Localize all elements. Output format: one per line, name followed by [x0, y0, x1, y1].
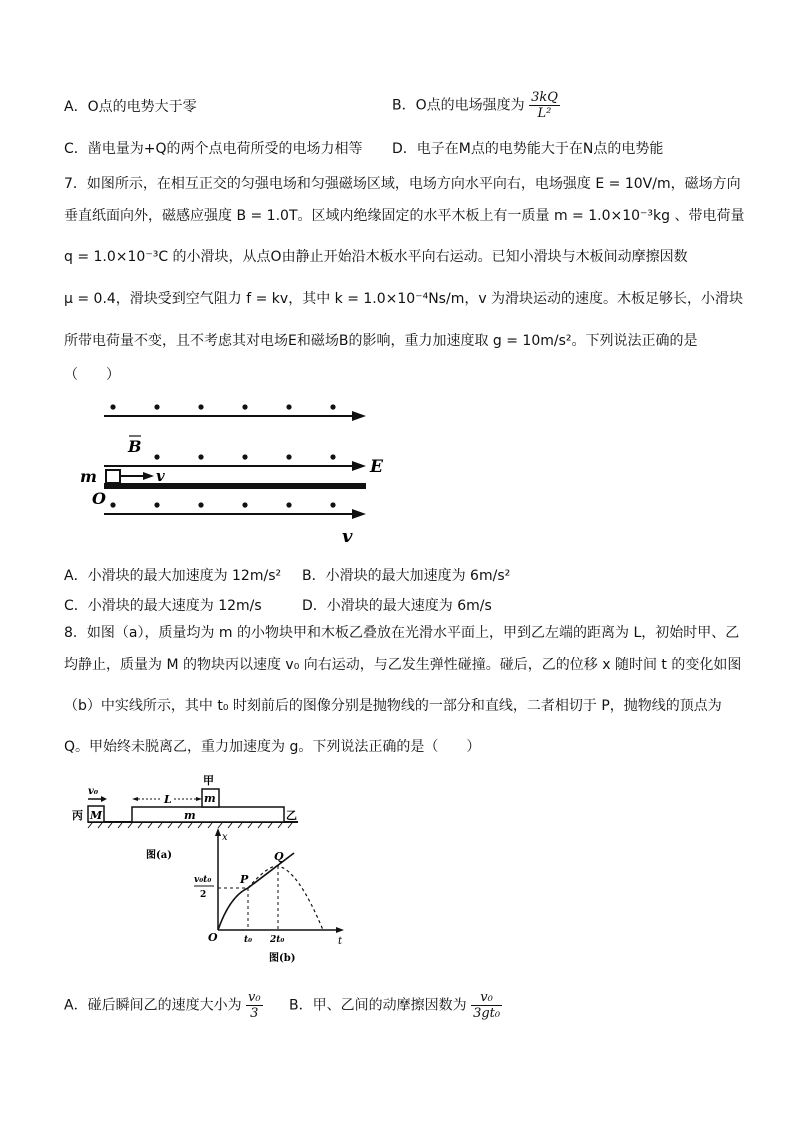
point-label-q: Q [274, 850, 284, 863]
axis-label-t: t [338, 936, 343, 947]
label-L: L [164, 793, 172, 806]
label-yi: 乙 [286, 809, 297, 822]
caption-b: 图(b) [269, 953, 296, 964]
fraction-denominator: 3 [250, 1006, 259, 1021]
q8-figures [68, 770, 368, 975]
fraction-numerator: v₀ [248, 990, 261, 1005]
caption-a: 图(a) [146, 850, 172, 861]
label-M: M [90, 809, 103, 822]
q8-option-b-label: B．甲、乙间的动摩擦因数为 [289, 997, 467, 1014]
xtick-2t0: 2t₀ [270, 935, 285, 945]
q8-stem-line-2: 均静止，质量为 M 的物块丙以速度 v₀ 向右运动，与乙发生弹性碰撞。碰后，乙的位移 x 随时间 t 的变化如图 [64, 657, 742, 673]
q7-stem-line-1: 7．如图所示，在相互正交的匀强电场和匀强磁场区域，电场方向水平向右，电场强度 E = 10V/m，磁场方向 [64, 176, 741, 192]
q7-option-a: A．小滑块的最大加速度为 12m/s² [64, 568, 282, 584]
q7-answer-blank: （ ） [64, 367, 120, 383]
ytick-numerator: v₀t₀ [194, 875, 212, 885]
q6-option-d: D．电子在M点的电势能大于在N点的电势能 [392, 141, 664, 157]
q7-option-c: C．小滑块的最大速度为 12m/s [64, 598, 262, 614]
label-m-top: m [204, 792, 216, 805]
fraction-denominator: 3gt₀ [473, 1006, 501, 1021]
q7-option-b: B．小滑块的最大加速度为 6m/s² [302, 568, 511, 584]
label-e: E [370, 457, 383, 477]
q6-option-b-label: B．O点的电场强度为 [392, 97, 525, 114]
q6-option-c: C．凿电量为+Q的两个点电荷所受的电场力相等 [64, 141, 363, 157]
figure-b [194, 828, 344, 964]
q8-option-a-fraction [246, 990, 263, 1021]
q6-option-b-fraction [529, 90, 560, 121]
xtick-t0: t₀ [244, 935, 253, 945]
origin-label: O [208, 931, 218, 944]
q7-stem-line-3: q = 1.0×10⁻³C 的小滑块，从点O由静止开始沿木板水平向右运动。已知小滑块与木板间动摩擦因数 [64, 249, 688, 265]
fraction-numerator: 3kQ [531, 90, 558, 105]
label-jia: 甲 [203, 774, 214, 787]
figure-a [72, 774, 298, 861]
label-v: v [156, 467, 165, 485]
q8-option-a [64, 990, 263, 1021]
label-v-bottom: v [342, 526, 353, 547]
q7-field-diagram [76, 392, 396, 552]
label-bing: 丙 [72, 809, 83, 822]
q8-stem-line-1: 8．如图（a），质量均为 m 的小物块甲和木板乙叠放在光滑水平面上，甲到乙左端的距离为 L，初始时甲、乙 [64, 625, 740, 641]
q8-option-a-label: A．碰后瞬间乙的速度大小为 [64, 997, 242, 1014]
q7-stem-line-4: μ = 0.4，滑块受到空气阻力 f = kv，其中 k = 1.0×10⁻⁴Ns/m，v 为滑块运动的速度。木板足够长，小滑块 [64, 291, 744, 307]
label-v0: v₀ [88, 786, 99, 797]
label-m: m [80, 467, 97, 486]
label-b: B [128, 437, 142, 456]
q7-option-d: D．小滑块的最大速度为 6m/s [302, 598, 492, 614]
q8-stem-line-3: （b）中实线所示，其中 t₀ 时刻前后的图像分别是抛物线的一部分和直线，二者相切于 P，抛物线的顶点为 [64, 698, 722, 714]
axis-label-x: x [222, 832, 228, 843]
q8-stem-line-4: Q。甲始终未脱离乙，重力加速度为 g。下列说法正确的是（ ） [64, 739, 481, 755]
fraction-numerator: v₀ [471, 990, 502, 1006]
q6-option-a: A．O点的电势大于零 [64, 99, 197, 115]
label-o: O [92, 489, 106, 508]
point-label-p: P [240, 873, 249, 886]
ytick-denominator: 2 [200, 890, 207, 900]
q8-option-b [289, 990, 502, 1021]
q8-option-b-fraction [471, 990, 502, 1021]
q7-stem-line-5: 所带电荷量不变，且不考虑其对电场E和磁场B的影响，重力加速度取 g = 10m/s²。下列说法正确的是 [64, 333, 698, 349]
fraction-denominator: L² [537, 106, 552, 121]
q7-stem-line-2: 垂直纸面向外，磁感应强度 B = 1.0T。区域内绝缘固定的水平木板上有一质量 m = 1.0×10⁻³kg 、带电荷量 [64, 208, 745, 224]
label-m-board: m [184, 809, 196, 822]
q6-option-b [392, 90, 560, 121]
